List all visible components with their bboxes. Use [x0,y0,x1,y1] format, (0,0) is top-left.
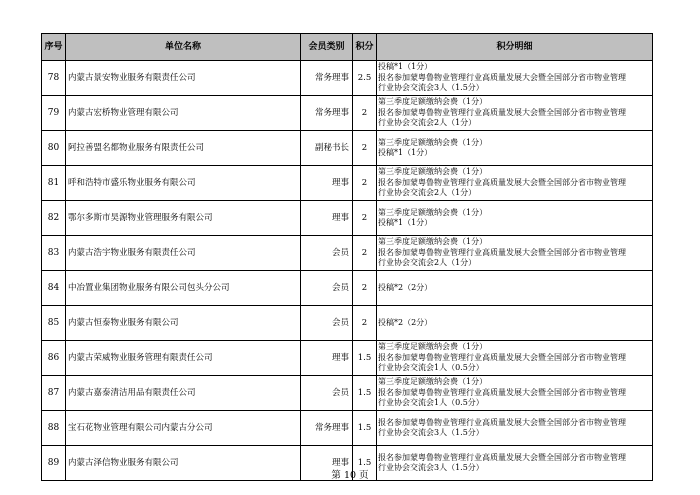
detail-line: 行业协会交流会3人（1.5分） [378,83,484,93]
table-row [42,96,653,131]
row-index: 84 [42,271,66,306]
detail-line: 行业协会交流会3人（1.5分） [378,428,484,437]
unit-name: 内蒙古宏桥物业管理有限公司 [66,96,301,131]
detail-line: 报名参加蒙粤鲁物业管理行业高质量发展大会暨全国部分省市物业管理 [378,107,626,117]
points-details [377,236,653,271]
unit-name: 中冶置业集团物业服务有限公司包头分公司 [66,271,301,306]
member-category: 副秘书长 [301,131,353,166]
row-index: 81 [42,166,66,201]
unit-name: 内蒙古嘉泰清洁用品有限责任公司 [66,376,301,411]
member-category: 会员 [301,236,353,271]
unit-name: 鄂尔多斯市昊源物业管理服务有限公司 [66,201,301,236]
detail-line: 投稿*2（2分） [378,282,433,292]
detail-line: 第三季度足额缴纳会费（1分） [378,97,488,107]
unit-name: 内蒙古泽信物业服务有限公司 [66,446,301,481]
member-category: 理事 [301,201,353,236]
table-row [42,306,653,341]
row-index: 89 [42,446,66,481]
detail-line: 行业协会交流会3人（1.5分） [378,463,484,472]
points-details [377,376,653,411]
table-row [42,271,653,306]
header-unit: 单位名称 [66,34,301,61]
table-row [42,201,653,236]
points-details [377,306,653,341]
row-index: 85 [42,306,66,341]
member-category: 常务理事 [301,96,353,131]
detail-line: 第三季度足额缴纳会费（1分） [378,207,488,217]
points-value: 1.5 [353,341,377,376]
points-details [377,271,653,306]
row-index: 88 [42,411,66,446]
points-value: 2 [353,236,377,271]
row-index: 87 [42,376,66,411]
detail-line: 行业协会交流会2人（1分） [378,188,477,198]
table-header-row [42,34,653,61]
detail-line: 投稿*1（1分） [378,62,433,72]
header-points: 积分 [353,34,377,61]
header-category: 会员类别 [301,34,353,61]
member-category: 理事 [301,341,353,376]
unit-name: 宝石花物业管理有限公司内蒙古分公司 [66,411,301,446]
table-body [42,61,653,481]
detail-line: 投稿*1（1分） [378,218,433,227]
member-category: 理事 [301,446,353,481]
unit-name: 内蒙古景安物业服务有限责任公司 [66,61,301,96]
detail-line: 报名参加蒙粤鲁物业管理行业高质量发展大会暨全国部分省市物业管理 [378,72,626,82]
header-index: 序号 [42,34,66,61]
unit-name: 阿拉善盟名都物业服务有限责任公司 [66,131,301,166]
points-table [41,33,653,481]
row-index: 83 [42,236,66,271]
unit-name: 呼和浩特市盛乐物业服务有限公司 [66,166,301,201]
row-index: 80 [42,131,66,166]
member-category: 会员 [301,271,353,306]
points-details [377,201,653,236]
detail-line: 第三季度足额缴纳会费（1分） [378,377,488,387]
detail-line: 报名参加蒙粤鲁物业管理行业高质量发展大会暨全国部分省市物业管理 [378,417,626,427]
detail-line: 行业协会交流会1人（0.5分） [378,363,484,373]
table-row [42,236,653,271]
points-details [377,166,653,201]
member-category: 会员 [301,306,353,341]
member-category: 常务理事 [301,411,353,446]
points-details [377,341,653,376]
detail-line: 报名参加蒙粤鲁物业管理行业高质量发展大会暨全国部分省市物业管理 [378,387,626,397]
points-value: 2.5 [353,61,377,96]
header-details: 积分明细 [377,34,653,61]
detail-line: 第三季度足额缴纳会费（1分） [378,137,488,147]
detail-line: 行业协会交流会2人（1分） [378,258,477,268]
detail-line: 行业协会交流会1人（0.5分） [378,398,484,408]
points-value: 1.5 [353,376,377,411]
table-row [42,411,653,446]
detail-line: 报名参加蒙粤鲁物业管理行业高质量发展大会暨全国部分省市物业管理 [378,177,626,187]
points-value: 2 [353,271,377,306]
points-value: 2 [353,201,377,236]
detail-line: 第三季度足额缴纳会费（1分） [378,237,488,247]
table-row [42,166,653,201]
row-index: 79 [42,96,66,131]
detail-line: 报名参加蒙粤鲁物业管理行业高质量发展大会暨全国部分省市物业管理 [378,352,626,362]
row-index: 86 [42,341,66,376]
table-row [42,131,653,166]
points-details [377,411,653,446]
member-category: 常务理事 [301,61,353,96]
row-index: 82 [42,201,66,236]
unit-name: 内蒙古荣威物业服务管理有限责任公司 [66,341,301,376]
member-category: 会员 [301,376,353,411]
detail-line: 第三季度足额缴纳会费（1分） [378,342,488,352]
table-row [42,61,653,96]
points-value: 2 [353,166,377,201]
detail-line: 投稿*1（1分） [378,148,433,157]
points-details [377,96,653,131]
detail-line: 报名参加蒙粤鲁物业管理行业高质量发展大会暨全国部分省市物业管理 [378,247,626,257]
unit-name: 内蒙古恒泰物业服务有限公司 [66,306,301,341]
points-value: 2 [353,96,377,131]
points-details [377,131,653,166]
member-category: 理事 [301,166,353,201]
detail-line: 投稿*2（2分） [378,317,433,327]
points-value: 1.5 [353,411,377,446]
table-row [42,341,653,376]
detail-line: 第三季度足额缴纳会费（1分） [378,167,488,177]
unit-name: 内蒙古浩宇物业服务有限责任公司 [66,236,301,271]
detail-line: 行业协会交流会2人（1分） [378,118,477,128]
page-number: 第 10 页 [331,470,369,481]
row-index: 78 [42,61,66,96]
points-details [377,61,653,96]
points-value: 2 [353,306,377,341]
points-value: 2 [353,131,377,166]
detail-line: 报名参加蒙粤鲁物业管理行业高质量发展大会暨全国部分省市物业管理 [378,452,626,462]
points-value: 1.5 [353,446,377,481]
table-row [42,376,653,411]
